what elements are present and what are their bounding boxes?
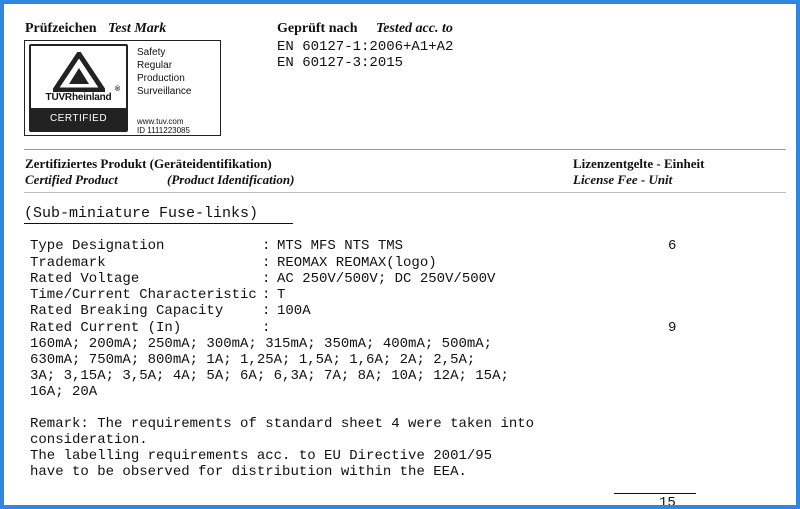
product-identification-label-en: (Product Identification) <box>167 172 295 187</box>
tuv-logo <box>29 44 128 132</box>
fee-type-designation: 6 <box>668 238 677 254</box>
spec-colon: : <box>262 271 271 287</box>
spec-label-rated-current: Rated Current (In) <box>30 320 182 336</box>
spec-value-time-current: T <box>277 287 286 303</box>
certified-product-label-en: Certified Product <box>25 172 118 187</box>
remark-line: have to be observed for distribution within the EEA. <box>30 464 467 480</box>
total-fee-rule <box>614 493 696 494</box>
current-values-line: 3A; 3,15A; 3,5A; 4A; 5A; 6A; 6,3A; 7A; 8A; 10A; 12A; 15A; <box>30 368 509 384</box>
tested-label-en: Tested acc. to <box>376 21 453 36</box>
spec-colon: : <box>262 303 271 319</box>
fee-rated-current: 9 <box>668 320 677 336</box>
mark-line-regular: Regular <box>137 60 173 71</box>
standard-1: EN 60127-1:2006+A1+A2 <box>277 39 454 55</box>
standard-2: EN 60127-3:2015 <box>277 55 404 71</box>
license-fee-label-de: Lizenzentgelte - Einheit <box>573 156 705 171</box>
divider <box>24 192 786 193</box>
spec-value-rated-voltage: AC 250V/500V; DC 250V/500V <box>277 271 496 287</box>
spec-colon: : <box>262 255 271 271</box>
registered-mark: ® <box>115 86 121 93</box>
tested-label-de: Geprüft nach <box>277 21 358 36</box>
spec-colon: : <box>262 320 271 336</box>
logo-name: TÜVRheinland <box>45 92 112 103</box>
spec-colon: : <box>262 238 271 254</box>
mark-line-surveillance: Surveillance <box>137 86 192 97</box>
remark-line: consideration. <box>30 432 148 448</box>
mark-url: www.tuv.com <box>137 117 184 126</box>
total-fee: 15 <box>659 495 676 509</box>
current-values-line: 630mA; 750mA; 800mA; 1A; 1,25A; 1,5A; 1,6A; 2A; 2,5A; <box>30 352 476 368</box>
spec-label-rated-voltage: Rated Voltage <box>30 271 140 287</box>
spec-label-breaking-capacity: Rated Breaking Capacity <box>30 303 224 319</box>
mark-line-production: Production <box>137 73 185 84</box>
spec-label-trademark: Trademark <box>30 255 106 271</box>
test-mark-box <box>24 40 221 136</box>
remark-line: Remark: The requirements of standard sheet 4 were taken into <box>30 416 535 432</box>
product-title-underline <box>24 223 293 224</box>
divider <box>24 149 786 150</box>
certified-product-label-de: Zertifiziertes Produkt (Geräteidentifikation) <box>25 156 272 171</box>
triangle-logo-icon <box>53 52 105 92</box>
product-title: (Sub-miniature Fuse-links) <box>24 205 259 222</box>
spec-label-time-current: Time/Current Characteristic <box>30 287 257 303</box>
spec-value-trademark: REOMAX REOMAX(logo) <box>277 255 437 271</box>
mark-line-safety: Safety <box>137 47 166 58</box>
spec-value-breaking-capacity: 100A <box>277 303 311 319</box>
remark-line: The labelling requirements acc. to EU Directive 2001/95 <box>30 448 493 464</box>
current-values-line: 16A; 20A <box>30 384 98 400</box>
test-mark-label-de: Prüfzeichen <box>25 21 97 36</box>
mark-id: ID 1111223085 <box>137 126 190 135</box>
certified-bar: CERTIFIED <box>31 108 126 130</box>
test-mark-label-en: Test Mark <box>108 21 167 36</box>
license-fee-label-en: License Fee - Unit <box>573 172 673 187</box>
spec-label-type-designation: Type Designation <box>30 238 165 254</box>
spec-value-type-designation: MTS MFS NTS TMS <box>277 238 404 254</box>
current-values-line: 160mA; 200mA; 250mA; 300mA; 315mA; 350mA; 400mA; 500mA; <box>30 336 493 352</box>
spec-colon: : <box>262 287 271 303</box>
